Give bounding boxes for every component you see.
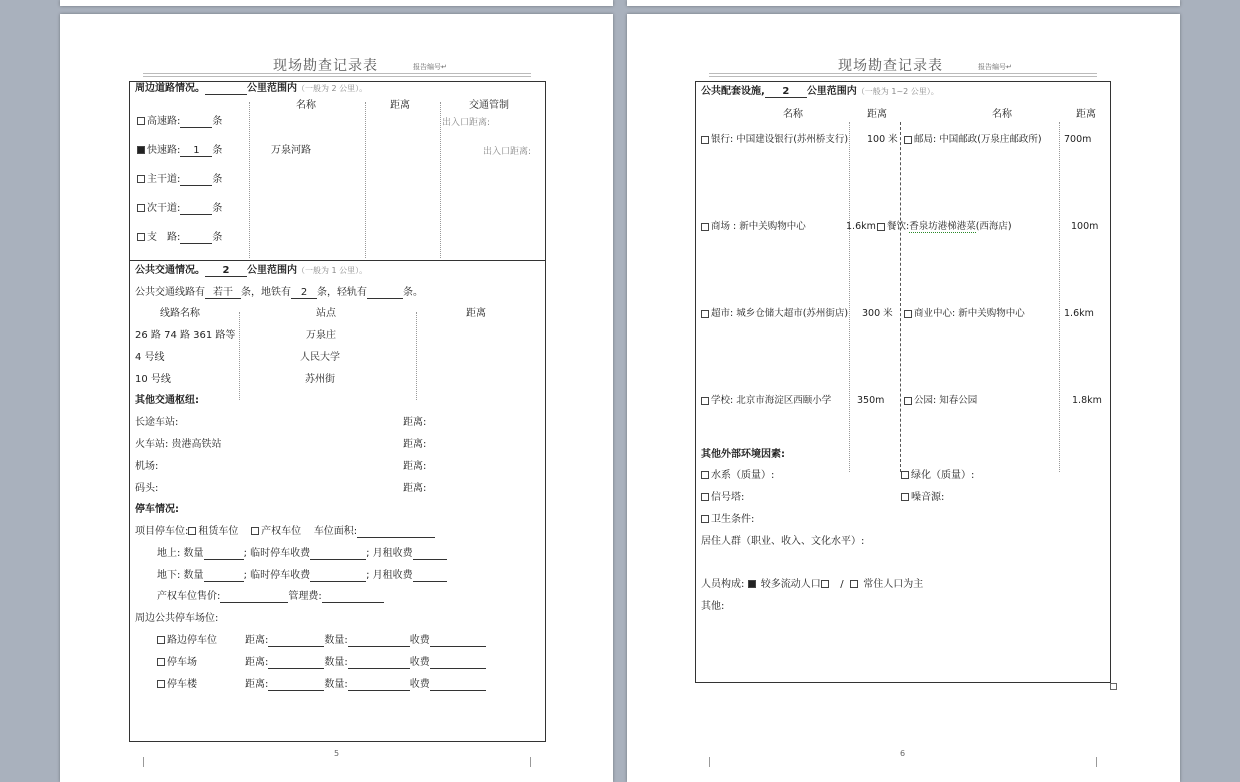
dining-label: 餐饮:: [887, 221, 910, 232]
park-name: 公园: 知春公园: [914, 395, 978, 406]
school-checkbox[interactable]: [701, 397, 709, 405]
park-distance: 1.8km: [1072, 395, 1102, 406]
area-label: 车位面积:: [313, 526, 358, 537]
ground-parking-row: [157, 548, 447, 560]
facilities-col-sep-2: [1059, 122, 1060, 472]
mgmt-fee-label: 管理费:: [288, 591, 322, 602]
building-qty-field[interactable]: [348, 679, 410, 691]
post-checkbox[interactable]: [904, 136, 912, 144]
street-checkbox[interactable]: [157, 636, 165, 644]
facilities-range-note: （一般为 1~2 公里）。: [856, 87, 939, 96]
composition-row: [701, 579, 923, 591]
mall-name: 商场 : 新中关购物中心: [711, 221, 806, 232]
facilities-center-divider: [900, 122, 901, 472]
arterial-label: 主干道:: [147, 174, 181, 185]
dining-checkbox[interactable]: [877, 223, 885, 231]
street-label: 路边停车位: [167, 635, 217, 646]
lot-parking-row: [157, 657, 486, 669]
coach-distance: 距离:: [403, 417, 427, 428]
transit-lines-row: [135, 287, 423, 299]
supermarket-name: 超市: 城乡仓储大超市(苏州街店): [711, 308, 849, 319]
roads-heading-row: [135, 83, 367, 95]
area-field[interactable]: [357, 526, 435, 538]
page-5: [60, 14, 613, 782]
supermarket-row: [701, 308, 848, 320]
port-distance: 距离:: [403, 483, 427, 494]
transit-row-3-stop: 苏州街: [305, 374, 335, 385]
roads-col-sep-3: [440, 102, 441, 258]
transit-col-sep-2: [416, 312, 417, 400]
school-name: 学校: 北京市海淀区西颐小学: [711, 395, 832, 406]
transit-lines-prefix: 公共交通线路有: [135, 287, 205, 298]
mgmt-fee-field[interactable]: [322, 591, 384, 603]
transit-heading-row: [135, 265, 367, 277]
facilities-col-name-left: 名称: [783, 109, 803, 120]
port: 码头:: [135, 483, 159, 494]
parking-heading: 停车情况:: [135, 504, 179, 515]
rent-label: 租赁车位: [198, 526, 239, 537]
business-distance: 1.6km: [1064, 308, 1094, 319]
street-fee-field[interactable]: [430, 635, 486, 647]
ground-temp-fee-field[interactable]: [310, 548, 366, 560]
building-qty-label: 数量:: [324, 679, 348, 690]
title-rule-2: [709, 76, 1097, 77]
street-fee-label: 收费: [409, 635, 430, 646]
green-checkbox[interactable]: [901, 471, 909, 479]
crop-mark-left: [709, 757, 710, 767]
sanitation-checkbox[interactable]: [701, 515, 709, 523]
public-parking-label: 周边公共停车场位:: [135, 613, 219, 624]
street-dist-label: 距离:: [245, 635, 269, 646]
building-dist-label: 距离:: [245, 679, 269, 690]
transit-row-2-line: 4 号线: [135, 352, 165, 363]
arterial-count-field[interactable]: [180, 174, 212, 186]
page-number: 5: [334, 749, 340, 758]
sanitation-row: [701, 514, 754, 526]
mall-distance: 1.6km: [846, 221, 876, 232]
rent-checkbox[interactable]: [188, 527, 196, 535]
lot-qty-label: 数量:: [324, 657, 348, 668]
title-rule: [709, 73, 1097, 74]
dining-row: [877, 221, 1012, 233]
train-distance: 距离:: [403, 439, 427, 450]
property-checkbox[interactable]: [251, 527, 259, 535]
highway-checkbox[interactable]: [137, 117, 145, 125]
page-title: 现场勘查记录表: [273, 58, 378, 74]
property-label: 产权车位: [261, 526, 302, 537]
facilities-heading-row: [701, 86, 939, 98]
highway-label: 高速路:: [147, 116, 181, 127]
facilities-distance-field[interactable]: 2: [765, 86, 807, 98]
business-checkbox[interactable]: [904, 310, 912, 318]
expressway-unit: 条: [212, 145, 223, 156]
tower-row: [701, 492, 744, 504]
transit-lines-unit: 条，地铁有: [241, 287, 291, 298]
secondary-row: [137, 203, 222, 215]
highway-count-field[interactable]: [180, 116, 212, 128]
transit-row-3-line: 10 号线: [135, 374, 171, 385]
light-rail-unit: 条。: [403, 287, 423, 298]
post-distance: 700m: [1064, 134, 1092, 145]
bank-name: 银行: 中国建设银行(苏州桥支行): [711, 134, 849, 145]
building-fee-label: 收费: [409, 679, 430, 690]
facilities-col-distance-right: 距离: [1076, 109, 1096, 120]
project-parking-row: [135, 526, 435, 538]
roads-col-sep-1: [249, 102, 250, 258]
underground-parking-row: [157, 570, 447, 582]
secondary-label: 次干道:: [147, 203, 181, 214]
transit-col-stop: 站点: [316, 308, 336, 319]
report-code: 报告编号↵: [978, 63, 1012, 71]
underground-qty-field[interactable]: [204, 570, 244, 582]
transit-col-distance: 距离: [466, 308, 486, 319]
roads-range-label: 公里范围内: [247, 83, 297, 94]
water-row: [701, 470, 774, 482]
roads-heading: 周边道路情况。: [135, 83, 205, 94]
roads-distance-field[interactable]: [205, 83, 247, 95]
resize-handle[interactable]: [1110, 683, 1117, 690]
floating-checkbox[interactable]: [748, 580, 756, 588]
underground-monthly-label: ; 月租收费: [366, 570, 413, 581]
expressway-checkbox[interactable]: [137, 146, 145, 154]
roads-col-name: 名称: [296, 100, 316, 111]
transit-heading: 公共交通情况。: [135, 265, 205, 276]
school-row: [701, 395, 831, 407]
bank-row: [701, 134, 848, 146]
transit-lines-field[interactable]: 若干: [205, 287, 241, 299]
page-title: 现场勘查记录表: [838, 58, 943, 74]
lot-label: 停车场: [167, 657, 197, 668]
secondary-count-field[interactable]: [180, 203, 212, 215]
park-row: [904, 395, 977, 407]
title-rule: [143, 73, 531, 74]
expressway-label: 快速路:: [147, 145, 181, 156]
report-code: 报告编号↵: [413, 63, 447, 71]
green-label: 绿化（质量）:: [911, 470, 975, 481]
ground-temp-fee-label: ; 临时停车收费: [243, 548, 311, 559]
branch-label: 支 路:: [147, 232, 181, 243]
supermarket-checkbox[interactable]: [701, 310, 709, 318]
branch-unit: 条: [212, 232, 223, 243]
transit-col-sep-1: [239, 312, 240, 400]
floating-inline-box: [821, 580, 829, 588]
expressway-count-field[interactable]: 1: [180, 145, 212, 157]
street-qty-label: 数量:: [324, 635, 348, 646]
expressway-exit-distance: 出入口距离:: [483, 147, 532, 157]
street-parking-row: [157, 635, 486, 647]
roads-col-traffic: 交通管制: [469, 100, 509, 111]
facilities-heading: 公共配套设施,: [701, 86, 765, 97]
noise-row: [901, 492, 944, 504]
sanitation-label: 卫生条件:: [711, 514, 755, 525]
ground-monthly-field[interactable]: [413, 548, 447, 560]
bank-distance: 100 米: [867, 134, 898, 145]
permanent-checkbox[interactable]: [850, 580, 858, 588]
airport: 机场:: [135, 461, 159, 472]
school-distance: 350m: [857, 395, 885, 406]
residents-label: 居住人群（职业、收入、文化水平）:: [701, 536, 865, 547]
train-station: 火车站: 贵港高铁站: [135, 439, 222, 450]
transit-col-line: 线路名称: [160, 308, 200, 319]
lot-fee-field[interactable]: [430, 657, 486, 669]
roads-col-sep-2: [365, 102, 366, 258]
expressway-row: [137, 145, 222, 157]
crop-mark-right: [530, 757, 531, 767]
building-parking-row: [157, 679, 486, 691]
dining-branch: (西海店): [975, 221, 1012, 232]
property-price-row: [157, 591, 384, 603]
business-name: 商业中心: 新中关购物中心: [914, 308, 1025, 319]
transit-distance-field[interactable]: 2: [205, 265, 247, 277]
arterial-checkbox[interactable]: [137, 175, 145, 183]
underground-temp-fee-field[interactable]: [310, 570, 366, 582]
arterial-row: [137, 174, 222, 186]
previous-page-bottom-right: [627, 0, 1180, 6]
transit-range-note: （一般为 1 公里）。: [297, 266, 368, 275]
page-6: [627, 14, 1180, 782]
title-rule-2: [143, 76, 531, 77]
crop-mark-left: [143, 757, 144, 767]
facilities-col-sep-1: [849, 122, 850, 472]
noise-checkbox[interactable]: [901, 493, 909, 501]
post-name: 邮局: 中国邮政(万泉庄邮政所): [914, 134, 1042, 145]
lot-qty-field[interactable]: [348, 657, 410, 669]
metro-count-field[interactable]: 2: [291, 287, 317, 299]
section-divider: [129, 260, 545, 261]
ground-monthly-label: ; 月租收费: [366, 548, 413, 559]
facilities-range-label: 公里范围内: [806, 86, 857, 97]
branch-checkbox[interactable]: [137, 233, 145, 241]
branch-count-field[interactable]: [180, 232, 212, 244]
highway-unit: 条: [212, 116, 223, 127]
transit-row-2-stop: 人民大学: [300, 352, 340, 363]
composition-slash: /: [840, 579, 844, 590]
tower-checkbox[interactable]: [701, 493, 709, 501]
secondary-checkbox[interactable]: [137, 204, 145, 212]
transit-row-1-line: 26 路 74 路 361 路等: [135, 330, 236, 341]
dining-distance: 100m: [1071, 221, 1099, 232]
highway-exit-distance: 出入口距离:: [442, 118, 491, 128]
property-price-label: 产权车位售价:: [157, 591, 221, 602]
transit-row-1-stop: 万泉庄: [306, 330, 336, 341]
floating-label: 较多流动人口: [760, 579, 821, 590]
highway-row: [137, 116, 222, 128]
project-parking-label: 项目停车位:: [135, 526, 189, 537]
branch-row: [137, 232, 222, 244]
arterial-unit: 条: [212, 174, 223, 185]
green-row: [901, 470, 974, 482]
hubs-heading: 其他交通枢纽:: [135, 395, 199, 406]
property-price-field[interactable]: [220, 591, 288, 603]
post-row: [904, 134, 1042, 146]
crop-mark-right: [1096, 757, 1097, 767]
light-rail-count-field[interactable]: [367, 287, 403, 299]
lot-fee-label: 收费: [409, 657, 430, 668]
transit-range-label: 公里范围内: [247, 265, 297, 276]
lot-dist-field[interactable]: [268, 657, 324, 669]
business-row: [904, 308, 1025, 320]
mall-checkbox[interactable]: [701, 223, 709, 231]
ground-label: 地上: 数量: [157, 548, 204, 559]
airport-distance: 距离:: [403, 461, 427, 472]
water-checkbox[interactable]: [701, 471, 709, 479]
street-qty-field[interactable]: [348, 635, 410, 647]
environment-heading: 其他外部环境因素:: [701, 449, 785, 460]
water-label: 水系（质量）:: [711, 470, 775, 481]
expressway-name: 万泉河路: [271, 145, 311, 156]
lot-checkbox[interactable]: [157, 658, 165, 666]
park-checkbox[interactable]: [904, 397, 912, 405]
underground-label: 地下: 数量: [157, 570, 204, 581]
noise-label: 噪音源:: [911, 492, 945, 503]
building-dist-field[interactable]: [268, 679, 324, 691]
bank-checkbox[interactable]: [701, 136, 709, 144]
secondary-unit: 条: [212, 203, 223, 214]
coach-station: 长途车站:: [135, 417, 179, 428]
underground-temp-fee-label: ; 临时停车收费: [243, 570, 311, 581]
form-frame: [695, 81, 1111, 683]
supermarket-distance: 300 米: [862, 308, 893, 319]
tower-label: 信号塔:: [711, 492, 745, 503]
roads-range-note: （一般为 2 公里）。: [297, 84, 368, 93]
previous-page-bottom-left: [60, 0, 613, 6]
ground-qty-field[interactable]: [204, 548, 244, 560]
facilities-col-distance-left: 距离: [867, 109, 887, 120]
page-number: 6: [900, 749, 906, 758]
dining-name: 香泉坊港梯港菜: [909, 221, 976, 232]
facilities-col-name-right: 名称: [992, 109, 1012, 120]
building-fee-field[interactable]: [430, 679, 486, 691]
mall-row: [701, 221, 806, 233]
permanent-label: 常住人口为主: [863, 579, 924, 590]
lot-dist-label: 距离:: [245, 657, 269, 668]
composition-label: 人员构成:: [701, 579, 745, 590]
underground-monthly-field[interactable]: [413, 570, 447, 582]
other-label: 其他:: [701, 601, 725, 612]
building-checkbox[interactable]: [157, 680, 165, 688]
roads-col-distance: 距离: [390, 100, 410, 111]
building-label: 停车楼: [167, 679, 197, 690]
street-dist-field[interactable]: [268, 635, 324, 647]
metro-unit: 条，轻轨有: [317, 287, 367, 298]
